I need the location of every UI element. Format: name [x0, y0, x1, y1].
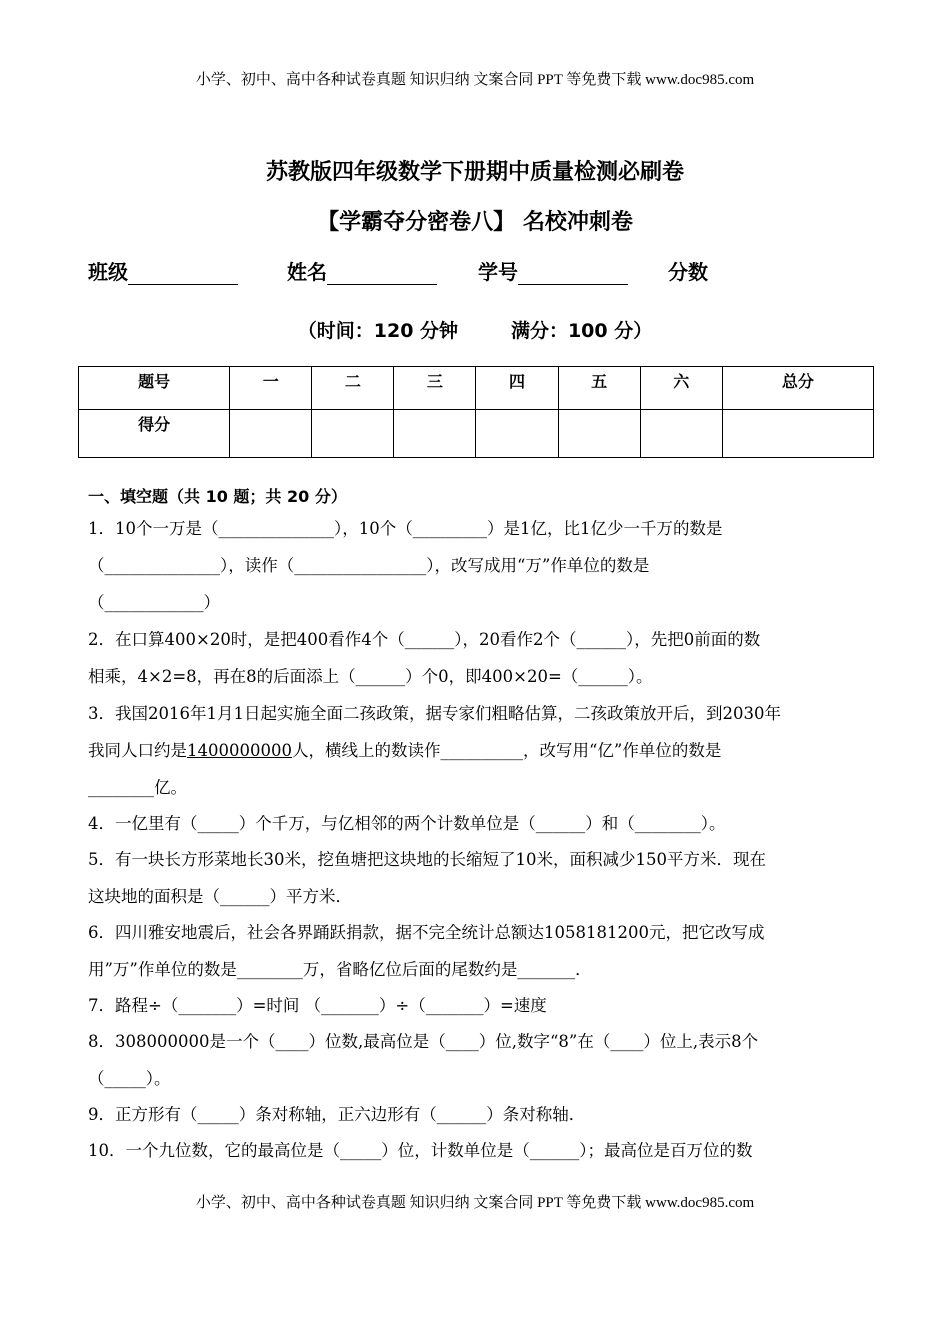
student-id-field — [478, 256, 628, 285]
page-footer: 小学、初中、高中各种试卷真题 知识归纳 文案合同 PPT 等免费下载 www.doc985.com — [195, 1195, 755, 1211]
score-cell[interactable] — [558, 410, 640, 458]
score-cell[interactable] — [312, 410, 394, 458]
name-blank[interactable] — [327, 262, 437, 285]
score-label: 分数 — [668, 260, 708, 284]
exam-title: 苏教版四年级数学下册期中质量检测必刷卷 — [265, 160, 684, 185]
table-cell: 题号 — [79, 367, 230, 410]
question-9-line-1: 9．正方形有（_____）条对称轴，正六边形有（______）条对称轴． — [88, 1105, 586, 1124]
class-field — [88, 256, 238, 285]
question-5-line-2: 这块地的面积是（______）平方米． — [88, 887, 352, 906]
question-1-line-3: （____________） — [88, 593, 220, 612]
section-title: 一、填空题（共 10 题；共 20 分） — [88, 487, 347, 506]
question-3-line-3: ________亿。 — [88, 778, 187, 797]
name-field — [287, 256, 437, 285]
question-8-line-2: （_____）。 — [88, 1069, 171, 1088]
score-table — [78, 366, 874, 458]
table-cell: 得分 — [79, 410, 230, 458]
student-id-label: 学号 — [478, 260, 518, 284]
question-6-line-2: 用”万”作单位的数是________万，省略亿位后面的尾数约是_______． — [88, 960, 592, 979]
name-label: 姓名 — [287, 260, 327, 284]
question-3-line-2 — [88, 732, 868, 769]
class-label: 班级 — [88, 260, 128, 284]
question-10-line-1: 10．一个九位数，它的最高位是（_____）位，计数单位是（______）；最高位是百万位的数 — [88, 1141, 753, 1160]
question-2-line-2: 相乘，4×2=8，再在8的后面添上（______）个0，即400×20=（______）。 — [88, 667, 653, 686]
question-8-line-1: 8．308000000是一个（____）位数,最高位是（____）位,数字“8”在（____）位上,表示8个 — [88, 1032, 759, 1051]
score-cell[interactable] — [640, 410, 722, 458]
question-1-line-1: 1．10个一万是（______________），10个（_________）是1亿，比1亿少一千万的数是 — [88, 519, 723, 538]
score-cell[interactable] — [722, 410, 873, 458]
table-cell: 四 — [476, 367, 558, 410]
score-field — [668, 256, 708, 285]
table-cell: 六 — [640, 367, 722, 410]
question-1-line-2: （______________），读作（________________），改写成用“万”作单位的数是 — [88, 556, 650, 575]
table-cell: 五 — [558, 367, 640, 410]
table-cell: 一 — [230, 367, 312, 410]
table-cell: 总分 — [722, 367, 873, 410]
score-table-header-row — [79, 367, 874, 410]
table-cell: 二 — [312, 367, 394, 410]
question-4-line-1: 4．一亿里有（_____）个千万，与亿相邻的两个计数单位是（______）和（________）。 — [88, 814, 726, 833]
class-blank[interactable] — [128, 262, 238, 285]
score-cell[interactable] — [476, 410, 558, 458]
question-7-line-1: 7．路程÷（_______）=时间 （_______）÷（_______）=速度 — [88, 996, 547, 1015]
time-and-score-line: （时间：120 分钟 满分：100 分） — [297, 320, 653, 342]
question-3-text-b: 人，横线上的数读作__________，改写用“亿”作单位的数是 — [291, 741, 722, 760]
question-3-text-a: 我同人口约是 — [88, 741, 187, 760]
question-6-line-1: 6．四川雅安地震后，社会各界踊跃捐款，据不完全统计总额达1058181200元，把它改写成 — [88, 923, 765, 942]
question-5-line-1: 5．有一块长方形菜地长30米，挖鱼塘把这块地的长缩短了10米，面积减少150平方米．现在 — [88, 850, 766, 869]
table-cell: 三 — [394, 367, 476, 410]
student-id-blank[interactable] — [518, 262, 628, 285]
score-cell[interactable] — [230, 410, 312, 458]
page-header: 小学、初中、高中各种试卷真题 知识归纳 文案合同 PPT 等免费下载 www.doc985.com — [195, 72, 755, 88]
question-2-line-1: 2．在口算400×20时，是把400看作4个（______），20看作2个（______），先把0前面的数 — [88, 630, 761, 649]
question-3-line-1: 3．我国2016年1月1日起实施全面二孩政策，据专家们粗略估算，二孩政策放开后，到2030年 — [88, 704, 781, 723]
student-info-row — [88, 256, 868, 286]
exam-subtitle: 【学霸夺分密卷八】 名校冲刺卷 — [317, 210, 633, 235]
score-cell[interactable] — [394, 410, 476, 458]
score-table-score-row — [79, 410, 874, 458]
underlined-number: 1400000000 — [187, 741, 292, 760]
